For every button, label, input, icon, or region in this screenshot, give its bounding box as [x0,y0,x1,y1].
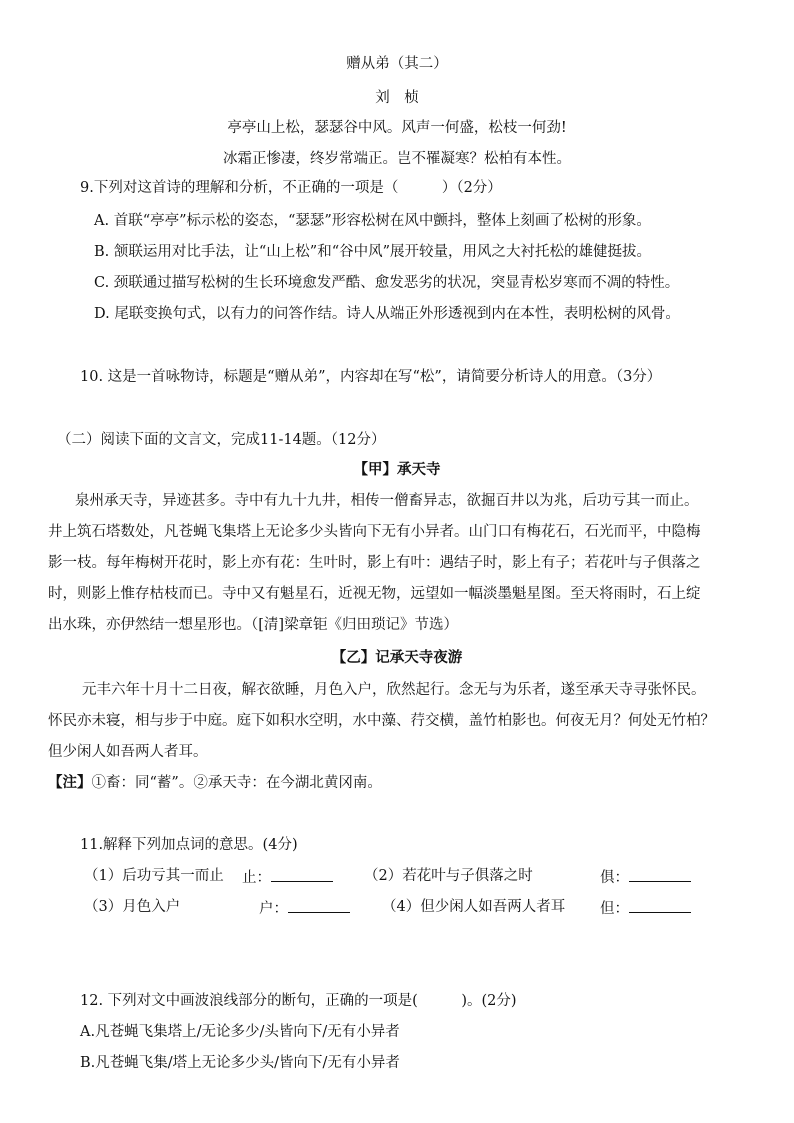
note-label: 【注】 [48,774,92,791]
q12-option-a: A.凡苍蝇飞集塔上/无论多少/头皆向下/无有小异者 [80,1024,400,1040]
annotation-note [48,773,382,793]
poem-author: 刘 桢 [375,90,419,106]
q12-option-b: B.凡苍蝇飞集/塔上无论多少头/皆向下/无有小异者 [80,1055,400,1071]
passage-jia-line: 影一枝。每年梅树开花时，影上亦有花：生叶时，影上有叶：遇结子时，影上有子；若花叶与子俱落之 [48,555,701,571]
q9-option-d: D. 尾联变换句式，以有力的问答作结。诗人从端正外形透视到内在本性，表明松树的风骨。 [94,306,680,322]
q11-stem: 11.解释下列加点词的意思。(4分) [80,837,298,853]
answer-blank-2[interactable] [629,866,691,882]
passage-jia-line: 井上筑石塔数处，凡苍蝇飞集塔上无论多少头皆向下无有小异者。山门口有梅花石，石光而平，中隐梅 [48,524,701,540]
q12-stem: 12. 下列对文中画波浪线部分的断句，正确的一项是( )。(2分) [80,993,517,1009]
q9-option-b: B. 颔联运用对比手法，让“山上松”和“谷中风”展开较量，用风之大衬托松的雄健挺拔。 [94,244,652,260]
q11-item-3-answer [259,897,350,919]
poem-line-2: 冰霜正惨凄，终岁常端正。岂不罹凝寒？松柏有本性。 [223,151,571,167]
poem-title: 赠从弟（其二） [346,56,448,72]
answer-blank-4[interactable] [629,897,691,913]
passage-yi-line: 元丰六年十月十二日夜，解衣欲睡，月色入户，欣然起行。念无与为乐者，遂至承天寺寻张怀民。 [82,682,706,698]
passage-jia-line: 出水珠，亦伊然结一想星形也。（[清]梁章钜《归田琐记》节选） [48,617,459,633]
q11-item-3: （3）月色入户 [84,899,181,915]
q11-item-1-answer [242,866,333,888]
answer-blank-1[interactable] [271,866,333,882]
q11-item-2-key: 俱： [600,870,629,886]
passage-yi-line: 怀民亦未寝，相与步于中庭。庭下如积水空明，水中藻、荇交横，盖竹柏影也。何夜无月？何处无竹柏？ [48,713,715,729]
q9-option-a: A. 首联“亭亭”标示松的姿态，“瑟瑟”形容松树在风中颤抖，整体上刻画了松树的形象。 [94,213,651,229]
q9-option-c: C. 颈联通过描写松树的生长环境愈发严酷、愈发恶劣的状况，突显青松岁寒而不凋的特性。 [94,275,680,291]
q11-item-1-key: 止： [242,870,271,886]
q10-stem: 10. 这是一首咏物诗，标题是“赠从弟”，内容却在写“松”，请简要分析诗人的用意。（3分） [80,369,662,385]
q11-item-1: （1）后功亏其一而止 [84,868,224,884]
section2-heading: （二）阅读下面的文言文，完成11-14题。（12分） [57,432,386,448]
passage-yi-line: 但少闲人如吾两人者耳。 [48,744,208,760]
passage-jia-line: 时，则影上惟存枯枝而已。寺中又有魁星石，近视无物，远望如一幅淡墨魁星图。至天将雨时，石上绽 [48,586,701,602]
poem-line-1: 亭亭山上松，瑟瑟谷中风。风声一何盛，松枝一何劲! [227,120,567,136]
passage-jia-line: 泉州承天寺，异迹甚多。寺中有九十九井，相传一僧畜异志，欲掘百井以为兆，后功亏其一而止。 [75,493,699,509]
q11-item-2-answer [600,866,691,888]
q11-item-2: （2）若花叶与子俱落之时 [364,868,533,884]
answer-blank-3[interactable] [288,897,350,913]
note-text: ①畜：同“蓄”。②承天寺：在今湖北黄冈南。 [91,775,382,791]
q11-item-4-key: 但： [600,901,629,917]
q9-stem: 9.下列对这首诗的理解和分析，不正确的一项是（ ）（2分） [80,180,502,196]
q11-item-4-answer [600,897,691,919]
passage-jia-title: 【甲】承天寺 [353,461,441,478]
q11-item-4: （4）但少闲人如吾两人者耳 [382,899,566,915]
passage-yi-title: 【乙】记承天寺夜游 [331,649,463,666]
q11-item-3-key: 户： [259,901,288,917]
